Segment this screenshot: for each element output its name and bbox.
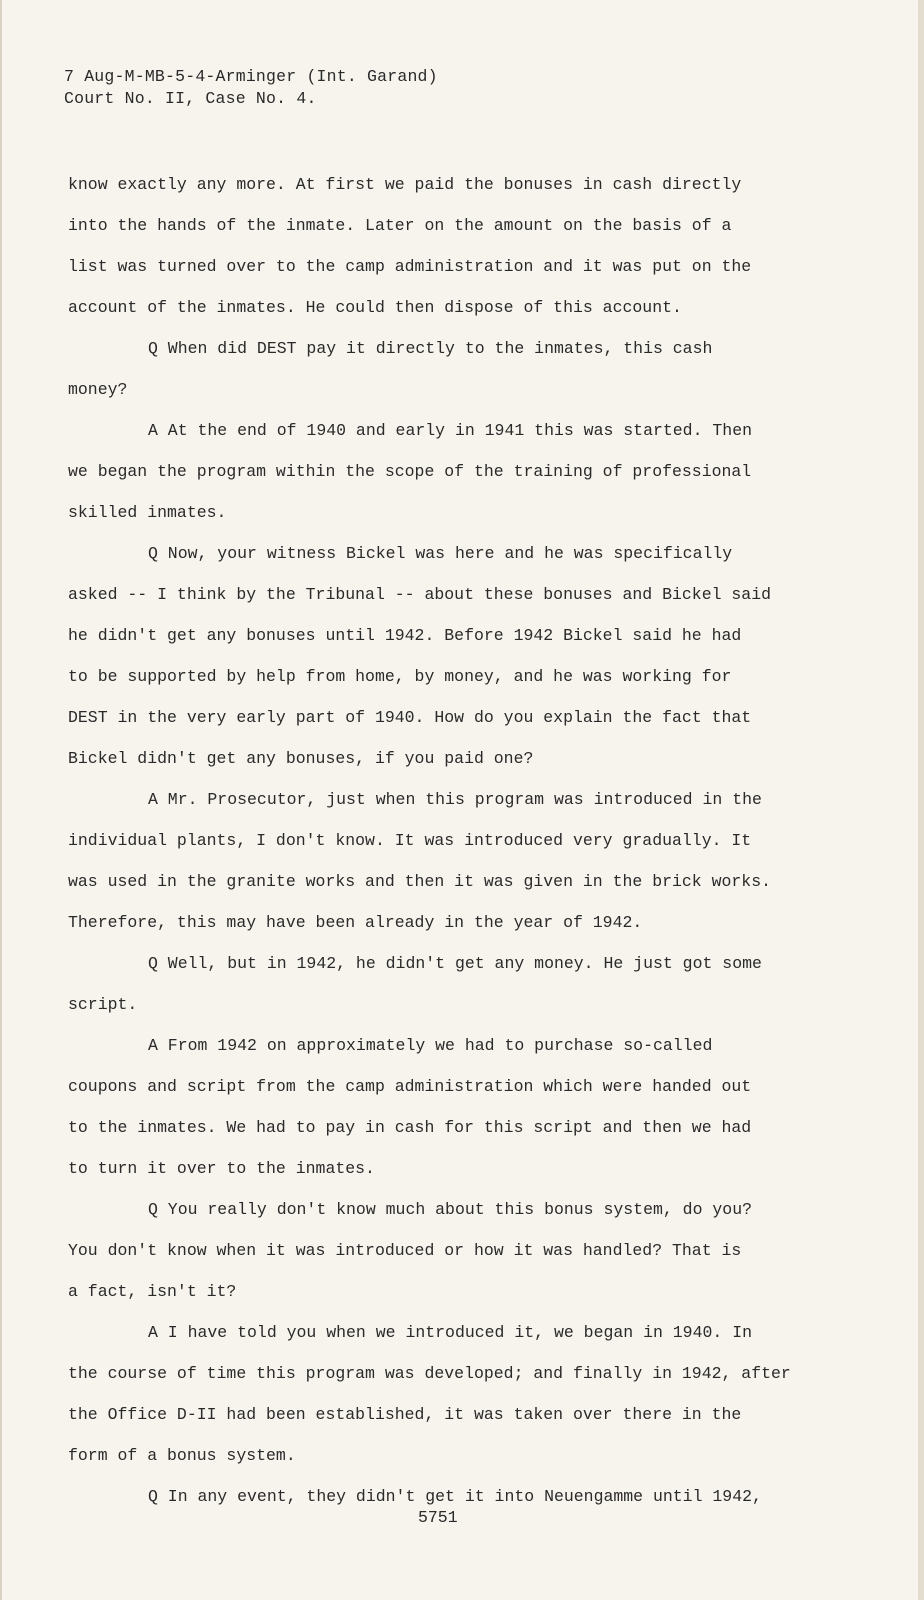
transcript-line: account of the inmates. He could then dispose of this account.: [68, 298, 682, 317]
transcript-line: into the hands of the inmate. Later on the amount on the basis of a: [68, 216, 732, 235]
transcript-line: DEST in the very early part of 1940. How do you explain the fact that: [68, 708, 752, 727]
transcript-line: money?: [68, 380, 128, 399]
page-edge-right: [918, 0, 924, 1600]
transcript-line: individual plants, I don't know. It was introduced very gradually. It: [68, 831, 752, 850]
transcript-line: list was turned over to the camp administration and it was put on the: [68, 257, 752, 276]
header-line-2: Court No. II, Case No. 4.: [64, 89, 317, 108]
transcript-line: A At the end of 1940 and early in 1941 this was started. Then: [148, 421, 752, 440]
transcript-line: to be supported by help from home, by money, and he was working for: [68, 667, 732, 686]
transcript-line: Therefore, this may have been already in the year of 1942.: [68, 913, 643, 932]
transcript-line: the Office D-II had been established, it was taken over there in the: [68, 1405, 742, 1424]
transcript-line: was used in the granite works and then it was given in the brick works.: [68, 872, 772, 891]
transcript-body: [68, 164, 868, 1517]
transcript-line: the course of time this program was developed; and finally in 1942, after: [68, 1364, 791, 1383]
transcript-line: Q When did DEST pay it directly to the inmates, this cash: [148, 339, 713, 358]
transcript-line: Bickel didn't get any bonuses, if you paid one?: [68, 749, 534, 768]
page-number: 5751: [418, 1508, 458, 1527]
document-header: [64, 66, 438, 110]
transcript-line: A From 1942 on approximately we had to purchase so-called: [148, 1036, 713, 1055]
transcript-line: he didn't get any bonuses until 1942. Before 1942 Bickel said he had: [68, 626, 742, 645]
transcript-line: to the inmates. We had to pay in cash for this script and then we had: [68, 1118, 752, 1137]
page-edge-left: [0, 0, 2, 1600]
transcript-line: A I have told you when we introduced it, we began in 1940. In: [148, 1323, 752, 1342]
transcript-line: skilled inmates.: [68, 503, 227, 522]
header-line-1: 7 Aug-M-MB-5-4-Arminger (Int. Garand): [64, 67, 438, 86]
transcript-line: know exactly any more. At first we paid the bonuses in cash directly: [68, 175, 742, 194]
transcript-line: to turn it over to the inmates.: [68, 1159, 375, 1178]
transcript-line: Q You really don't know much about this bonus system, do you?: [148, 1200, 752, 1219]
transcript-line: You don't know when it was introduced or how it was handled? That is: [68, 1241, 742, 1260]
transcript-line: a fact, isn't it?: [68, 1282, 237, 1301]
transcript-line: A Mr. Prosecutor, just when this program was introduced in the: [148, 790, 762, 809]
transcript-line: Q Now, your witness Bickel was here and he was specifically: [148, 544, 733, 563]
transcript-line: Q In any event, they didn't get it into Neuengamme until 1942,: [148, 1487, 762, 1506]
transcript-line: we began the program within the scope of the training of professional: [68, 462, 752, 481]
transcript-line: script.: [68, 995, 138, 1014]
transcript-line: coupons and script from the camp administration which were handed out: [68, 1077, 752, 1096]
transcript-line: Q Well, but in 1942, he didn't get any money. He just got some: [148, 954, 762, 973]
transcript-line: form of a bonus system.: [68, 1446, 296, 1465]
transcript-line: asked -- I think by the Tribunal -- about these bonuses and Bickel said: [68, 585, 772, 604]
